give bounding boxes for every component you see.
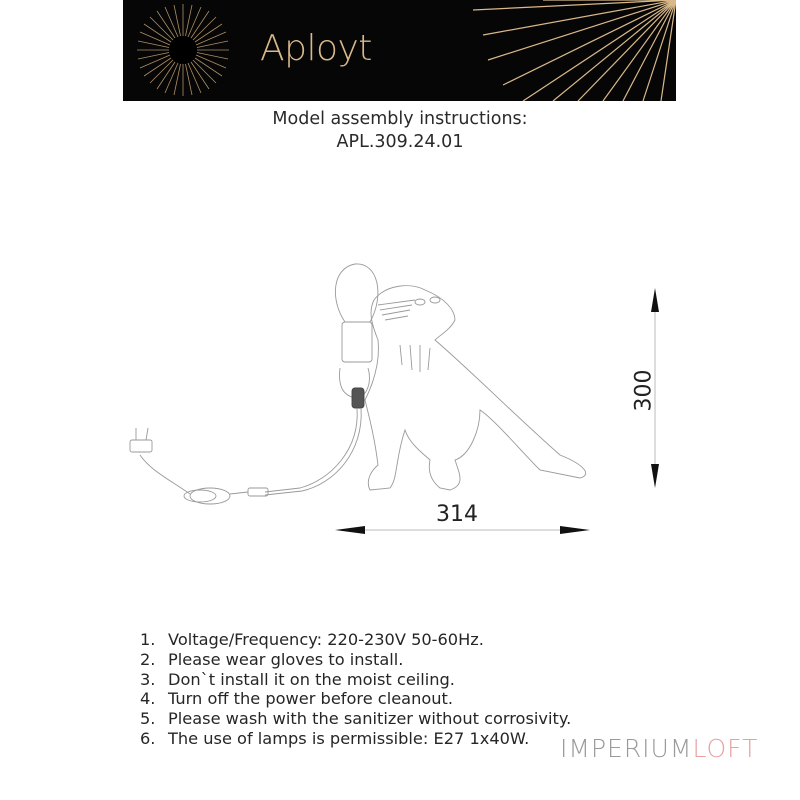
document-title: Model assembly instructions: [272, 109, 528, 129]
instructions-list [140, 630, 571, 749]
instruction-item: 6. The use of lamps is permissible: E27 1x40W. [140, 728, 530, 748]
brand-logo-text: Aployt [260, 28, 372, 69]
instruction-item: 2. Please wear gloves to install. [140, 649, 404, 669]
socket-icon [342, 322, 372, 362]
bulb-icon [335, 264, 378, 322]
instruction-item: 1. Voltage/Frequency: 220-230V 50-60Hz. [140, 630, 484, 649]
model-number: APL.309.24.01 [336, 132, 464, 152]
width-dimension-label: 314 [436, 502, 478, 527]
height-dimension-label: 300 [631, 369, 657, 412]
instruction-item: 4. Turn off the power before cleanout. [140, 689, 453, 709]
watermark: IMPERIUMLOFT [560, 734, 759, 763]
instruction-item: 3. Don`t install it on the moist ceiling. [140, 669, 455, 689]
instruction-item: 5. Please wash with the sanitizer without corrosivity. [140, 709, 572, 729]
plug-icon [130, 440, 152, 452]
